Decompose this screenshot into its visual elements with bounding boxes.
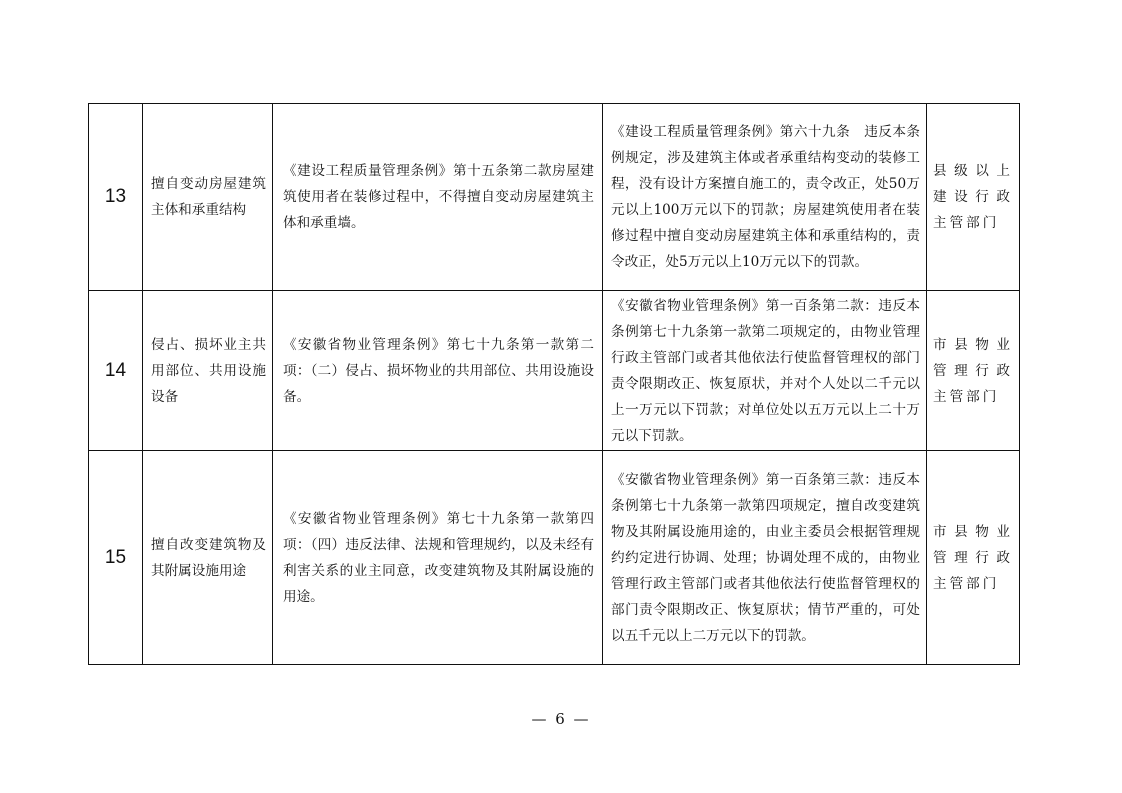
- responsible-department: 市县物业管理行政主管部门: [927, 291, 1020, 451]
- penalty-provision: 《建设工程质量管理条例》第六十九条 违反本条例规定，涉及建筑主体或者承重结构变动的装修工程，没有设计方案擅自施工的，责令改正，处50万元以上100万元以下的罚款；房屋建筑使用者在装修过程中擅自变动房屋建筑主体和承重结构的，责令改正，处5万元以上10万元以下的罚款。: [603, 104, 927, 291]
- violation-item: 侵占、损坏业主共用部位、共用设施设备: [143, 291, 273, 451]
- page-number: — 6 —: [531, 710, 591, 728]
- legal-basis: 《安徽省物业管理条例》第七十九条第一款第二项：（二）侵占、损坏物业的共用部位、共用设施设备。: [273, 291, 603, 451]
- legal-basis: 《建设工程质量管理条例》第十五条第二款房屋建筑使用者在装修过程中，不得擅自变动房屋建筑主体和承重墙。: [273, 104, 603, 291]
- table-row: [89, 104, 1020, 291]
- table-row: [89, 451, 1020, 665]
- regulation-table: [88, 103, 1020, 665]
- penalty-provision: 《安徽省物业管理条例》第一百条第二款：违反本条例第七十九条第一款第二项规定的，由物业管理行政主管部门或者其他依法行使监督管理权的部门责令限期改正、恢复原状，并对个人处以二千元以上一万元以下罚款；对单位处以五万元以上二十万元以下罚款。: [603, 291, 927, 451]
- responsible-department: 市县物业管理行政主管部门: [927, 451, 1020, 665]
- violation-item: 擅自变动房屋建筑主体和承重结构: [143, 104, 273, 291]
- violation-item: 擅自改变建筑物及其附属设施用途: [143, 451, 273, 665]
- responsible-department: 县级以上建设行政主管部门: [927, 104, 1020, 291]
- penalty-provision: 《安徽省物业管理条例》第一百条第三款：违反本条例第七十九条第一款第四项规定，擅自改变建筑物及其附属设施用途的，由业主委员会根据管理规约约定进行协调、处理；协调处理不成的，由物业管理行政主管部门或者其他依法行使监督管理权的部门责令限期改正、恢复原状；情节严重的，可处以五千元以上二万元以下的罚款。: [603, 451, 927, 665]
- table-row: [89, 291, 1020, 451]
- legal-basis: 《安徽省物业管理条例》第七十九条第一款第四项：（四）违反法律、法规和管理规约，以及未经有利害关系的业主同意，改变建筑物及其附属设施的用途。: [273, 451, 603, 665]
- row-number: 14: [89, 291, 143, 451]
- row-number: 13: [89, 104, 143, 291]
- row-number: 15: [89, 451, 143, 665]
